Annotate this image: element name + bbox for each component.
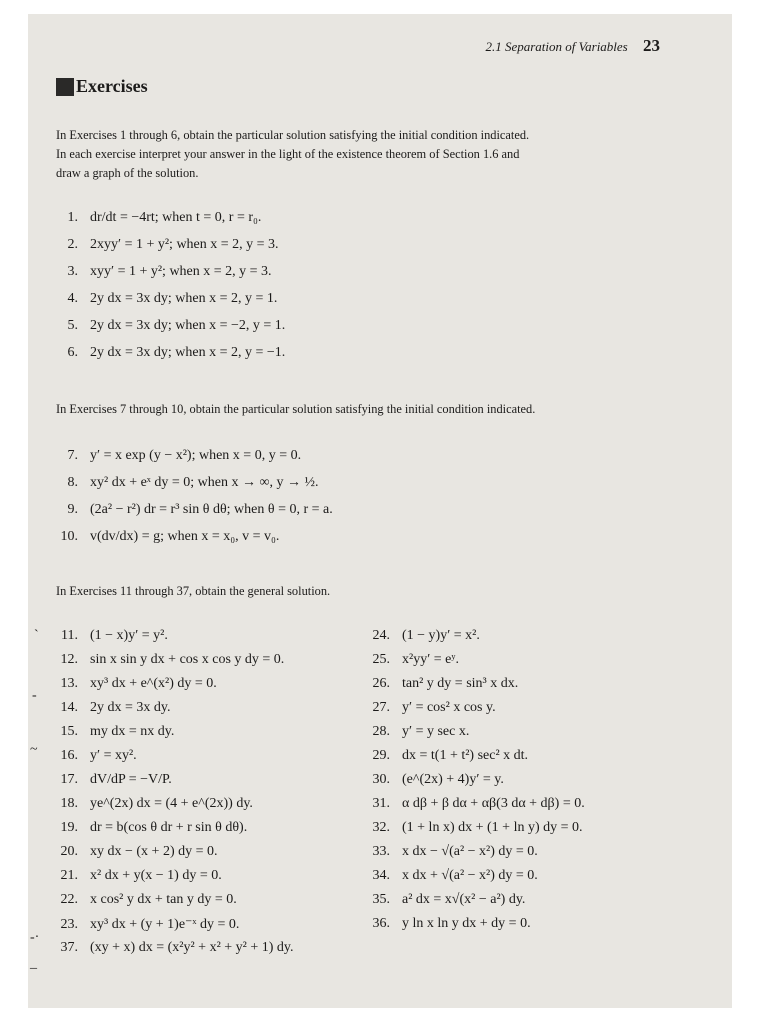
exercise-item-left (46, 844, 218, 860)
exercise-item-left (46, 868, 222, 884)
exercise-equation: (e^(2x) + 4)y′ = y. (402, 772, 504, 787)
exercise-item-left (46, 772, 172, 788)
exercise-number: 5. (67, 318, 78, 333)
page-number: 23 (643, 36, 660, 55)
exercise-number: 12. (60, 652, 78, 667)
exercise-item (46, 475, 318, 491)
intro-1 (56, 126, 676, 183)
exercise-equation: 2y dx = 3x dy. (90, 700, 171, 715)
exercise-equation: dV/dP = −V/P. (90, 772, 172, 787)
exercise-equation: 2y dx = 3x dy; when x = −2, y = 1. (90, 318, 286, 333)
exercise-equation: tan² y dy = sin³ x dx. (402, 676, 519, 691)
exercise-equation: (1 − y)y′ = x². (402, 628, 480, 643)
exercise-equation: dr/dt = −4rt; when t = 0, r = r₀. (90, 210, 262, 225)
section-title: 2.1 Separation of Variables (485, 39, 628, 54)
exercise-number: 34. (372, 868, 390, 883)
exercise-item-left (46, 748, 137, 764)
exercise-item (46, 448, 301, 464)
exercise-number: 10. (60, 529, 78, 544)
exercise-equation: (2a² − r²) dr = r³ sin θ dθ; when θ = 0, r = a. (90, 502, 333, 517)
exercise-item-left (46, 916, 239, 933)
exercise-equation: xy³ dx + (y + 1)e⁻ˣ dy = 0. (90, 917, 240, 932)
exercise-item-left (46, 652, 284, 668)
exercise-number: 22. (60, 892, 78, 907)
exercise-item-right (358, 868, 538, 884)
exercise-equation: y′ = xy². (90, 748, 137, 763)
exercise-equation: (1 − x)y′ = y². (90, 628, 168, 643)
textbook-page (28, 14, 732, 1008)
exercise-number: 25. (372, 652, 390, 667)
exercise-equation: 2y dx = 3x dy; when x = 2, y = −1. (90, 345, 286, 360)
exercise-equation: 2xyy′ = 1 + y²; when x = 2, y = 3. (90, 237, 279, 252)
exercise-item-right (358, 652, 459, 668)
exercise-item-left (46, 820, 247, 836)
exercise-number: 32. (372, 820, 390, 835)
exercise-item (46, 345, 285, 361)
exercise-item-right (358, 772, 504, 788)
intro-3: In Exercises 11 through 37, obtain the general solution. (56, 584, 331, 598)
exercise-item-right (358, 796, 585, 812)
exercise-number: 35. (372, 892, 390, 907)
exercise-number: 11. (61, 628, 78, 643)
intro-1-line: In Exercises 1 through 6, obtain the particular solution satisfying the initial condition indicated. (56, 128, 530, 142)
intro-2: In Exercises 7 through 10, obtain the particular solution satisfying the initial condition indicated. (56, 402, 536, 416)
exercise-item (46, 318, 285, 334)
exercise-number: 17. (60, 772, 78, 787)
exercise-equation: xyy′ = 1 + y²; when x = 2, y = 3. (90, 264, 272, 279)
exercise-number: 6. (67, 345, 78, 360)
pencil-mark: - (32, 688, 37, 703)
exercise-equation: sin x sin y dx + cos x cos y dy = 0. (90, 652, 285, 667)
exercise-item (46, 237, 279, 253)
exercise-item-right (358, 844, 538, 860)
exercise-item-right (358, 820, 583, 836)
exercise-equation: dx = t(1 + t²) sec² x dt. (402, 748, 529, 763)
exercise-number: 3. (67, 264, 78, 279)
exercise-number: 30. (372, 772, 390, 787)
exercise-item-left (46, 796, 253, 812)
pencil-mark: -· (30, 930, 40, 945)
exercise-equation: x²yy′ = eʸ. (402, 652, 460, 667)
exercise-item (46, 502, 333, 518)
exercise-item (46, 210, 261, 226)
heading-text: Exercises (76, 76, 148, 96)
exercise-number: 13. (60, 676, 78, 691)
exercise-number: 15. (60, 724, 78, 739)
exercise-equation: xy² dx + eˣ dy = 0; when x → ∞, y → ½. (90, 475, 319, 490)
exercise-item-right (358, 748, 528, 764)
exercise-equation: y′ = y sec x. (402, 724, 470, 739)
intro-1-line: draw a graph of the solution. (56, 166, 199, 180)
exercise-equation: α dβ + β dα + αβ(3 dα + dβ) = 0. (402, 796, 585, 811)
exercise-item-left (46, 892, 237, 908)
exercise-number: 27. (372, 700, 390, 715)
exercise-equation: x dx + √(a² − x²) dy = 0. (402, 868, 538, 883)
exercise-number: 21. (60, 868, 78, 883)
exercise-item-left (46, 700, 171, 716)
exercise-item-right (358, 916, 531, 932)
exercise-equation: xy³ dx + e^(x²) dy = 0. (90, 676, 217, 691)
exercise-number: 23. (60, 917, 78, 932)
exercise-number: 7. (67, 448, 78, 463)
pencil-mark: ~ (30, 742, 38, 757)
exercise-equation: (xy + x) dx = (x²y² + x² + y² + 1) dy. (90, 940, 294, 955)
exercise-item (46, 264, 272, 280)
exercise-equation: y′ = x exp (y − x²); when x = 0, y = 0. (90, 448, 302, 463)
exercise-equation: xy dx − (x + 2) dy = 0. (90, 844, 218, 859)
exercise-equation: x cos² y dx + tan y dy = 0. (90, 892, 237, 907)
exercise-number: 28. (372, 724, 390, 739)
exercise-number: 33. (372, 844, 390, 859)
exercise-equation: ye^(2x) dx = (4 + e^(2x)) dy. (90, 796, 253, 811)
exercise-number: 14. (60, 700, 78, 715)
exercise-item-left (46, 676, 217, 692)
exercise-item (46, 291, 277, 307)
exercise-equation: (1 + ln x) dx + (1 + ln y) dy = 0. (402, 820, 583, 835)
exercise-equation: my dx = nx dy. (90, 724, 175, 739)
exercise-number: 24. (372, 628, 390, 643)
exercise-equation: x dx − √(a² − x²) dy = 0. (402, 844, 538, 859)
heading-square-icon (56, 78, 74, 96)
exercise-equation: dr = b(cos θ dr + r sin θ dθ). (90, 820, 248, 835)
exercise-number: 4. (67, 291, 78, 306)
exercise-item (46, 529, 279, 545)
exercise-equation: v(dv/dx) = g; when x = x₀, v = v₀. (90, 529, 280, 544)
exercise-number: 26. (372, 676, 390, 691)
exercise-number: 9. (67, 502, 78, 517)
exercise-item-right (358, 628, 480, 644)
exercise-number: 37. (60, 940, 78, 955)
exercise-item-left (46, 940, 294, 956)
exercise-item-left (46, 724, 174, 740)
exercise-number: 1. (67, 210, 78, 225)
exercise-item-left (46, 628, 168, 644)
exercise-number: 20. (60, 844, 78, 859)
exercise-number: 16. (60, 748, 78, 763)
exercise-item-right (358, 892, 525, 908)
running-header (485, 36, 660, 56)
exercise-item-right (358, 700, 496, 716)
exercise-equation: a² dx = x√(x² − a²) dy. (402, 892, 526, 907)
exercise-item-right (358, 724, 469, 740)
exercise-equation: y′ = cos² x cos y. (402, 700, 496, 715)
exercise-number: 8. (67, 475, 78, 490)
pencil-mark: ` (34, 628, 39, 643)
exercise-equation: y ln x ln y dx + dy = 0. (402, 916, 531, 931)
exercise-number: 18. (60, 796, 78, 811)
exercise-item-right (358, 676, 518, 692)
exercise-number: 36. (372, 916, 390, 931)
exercise-number: 31. (372, 796, 390, 811)
pencil-mark: _ (30, 956, 37, 971)
exercise-number: 29. (372, 748, 390, 763)
exercise-number: 19. (60, 820, 78, 835)
exercise-equation: 2y dx = 3x dy; when x = 2, y = 1. (90, 291, 278, 306)
exercises-heading (56, 76, 148, 97)
exercise-equation: x² dx + y(x − 1) dy = 0. (90, 868, 222, 883)
intro-1-line: In each exercise interpret your answer in the light of the existence theorem of Section 1.6 and (56, 147, 520, 161)
exercise-number: 2. (67, 237, 78, 252)
